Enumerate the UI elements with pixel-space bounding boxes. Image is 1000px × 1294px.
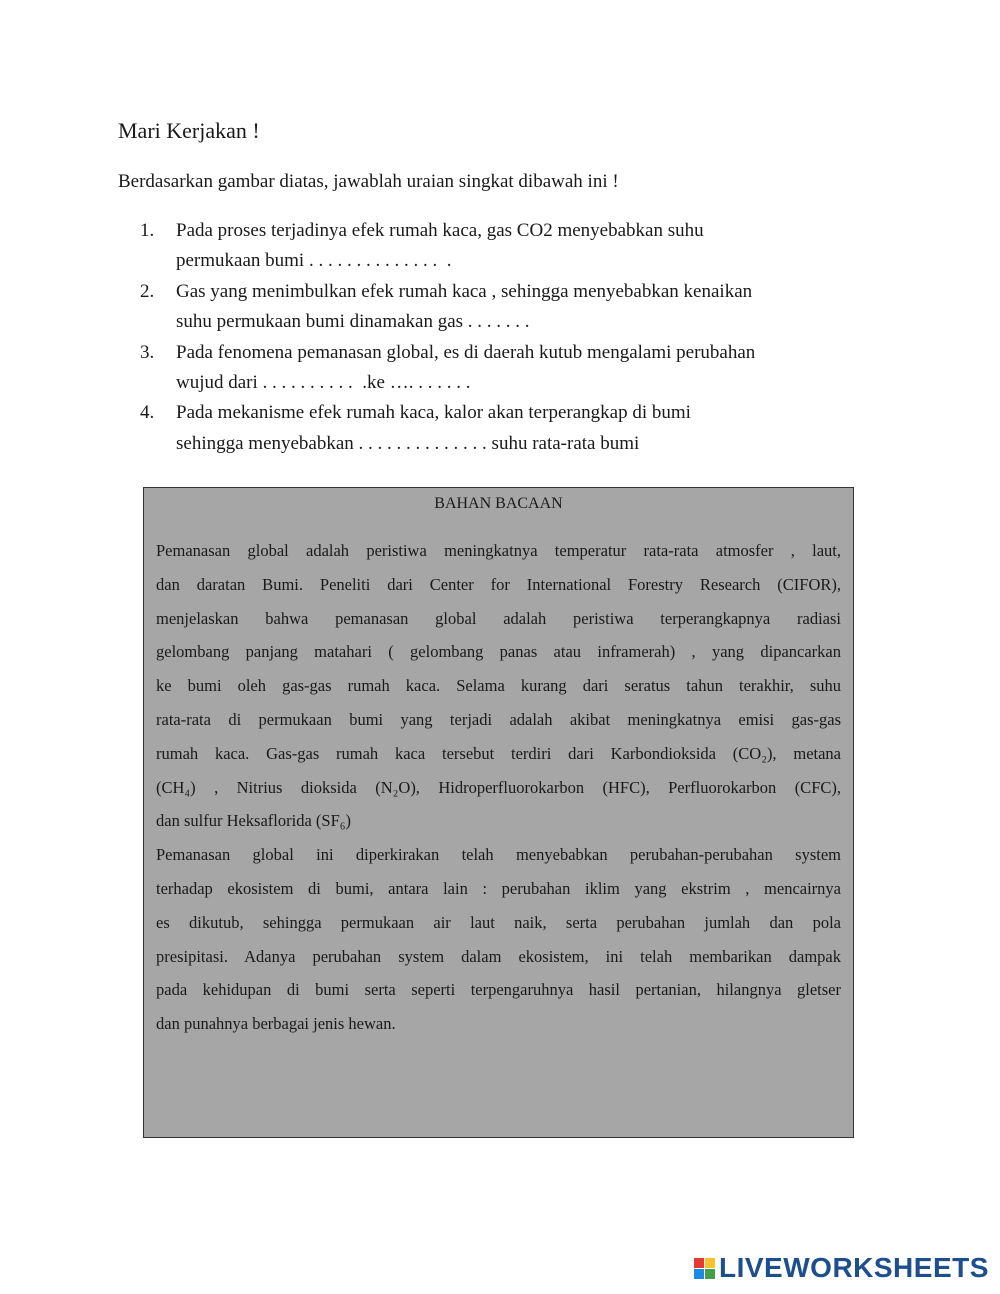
- reading-text: [156, 534, 841, 1041]
- question-number: 3.: [140, 341, 155, 363]
- question-list: [140, 216, 890, 459]
- reading-line: (CH₄) , Nitrius dioksida (N₂O), Hidroperfluorokarbon (HFC), Perfluorokarbon (CFC),: [156, 777, 841, 797]
- reading-line: pada kehidupan di bumi serta seperti terpengaruhnya hasil pertanian, hilangnya gletser: [156, 980, 841, 1000]
- question-item: [140, 338, 890, 399]
- reading-line: rata-rata di permukaan bumi yang terjadi adalah akibat meningkatnya emisi gas-gas: [156, 709, 841, 729]
- liveworksheets-logo[interactable]: [694, 1252, 989, 1284]
- page-heading: Mari Kerjakan !: [118, 118, 260, 143]
- question-item: [140, 398, 890, 459]
- question-text: suhu permukaan bumi dinamakan gas . . . . . . .: [176, 311, 530, 333]
- reading-line: menjelaskan bahwa pemanasan global adalah peristiwa terperangkapnya radiasi: [156, 608, 841, 628]
- question-text: Gas yang menimbulkan efek rumah kaca , sehingga menyebabkan kenaikan: [176, 280, 753, 302]
- logo-text: LIVEWORKSHEETS: [719, 1252, 989, 1283]
- reading-line: rumah kaca. Gas-gas rumah kaca tersebut terdiri dari Karbondioksida (CO₂), metana: [156, 743, 841, 763]
- reading-title: BAHAN BACAAN: [434, 495, 563, 512]
- logo-square: [694, 1258, 704, 1268]
- logo-square: [705, 1258, 715, 1268]
- reading-line: presipitasi. Adanya perubahan system dalam ekosistem, ini telah membarikan dampak: [156, 946, 841, 966]
- question-text: permukaan bumi . . . . . . . . . . . . . . .: [176, 250, 452, 272]
- reading-line: Pemanasan global adalah peristiwa meningkatnya temperatur rata-rata atmosfer , laut,: [156, 541, 841, 560]
- reading-line: dan sulfur Heksaflorida (SF₆): [156, 811, 352, 831]
- question-text: Pada mekanisme efek rumah kaca, kalor akan terperangkap di bumi: [176, 402, 691, 424]
- logo-square: [694, 1269, 704, 1279]
- reading-box: [143, 487, 854, 1138]
- question-item: [140, 277, 890, 338]
- reading-line: dan punahnya berbagai jenis hewan.: [156, 1014, 396, 1034]
- reading-line: terhadap ekosistem di bumi, antara lain : perubahan iklim yang ekstrim , mencairnya: [156, 878, 841, 898]
- logo-icon: [694, 1258, 715, 1279]
- reading-line: dan daratan Bumi. Peneliti dari Center for International Forestry Research (CIFOR),: [156, 574, 841, 594]
- question-text: wujud dari . . . . . . . . . . .ke …. . . . . . .: [176, 372, 471, 394]
- question-text: sehingga menyebabkan . . . . . . . . . . . . . . suhu rata-rata bumi: [176, 432, 640, 454]
- reading-line: es dikutub, sehingga permukaan air laut naik, serta perubahan jumlah dan pola: [156, 912, 841, 932]
- reading-line: ke bumi oleh gas-gas rumah kaca. Selama kurang dari seratus tahun terakhir, suhu: [156, 676, 841, 696]
- logo-square: [705, 1269, 715, 1279]
- reading-line: Pemanasan global ini diperkirakan telah menyebabkan perubahan-perubahan system: [156, 845, 841, 865]
- question-number: 1.: [140, 220, 155, 241]
- question-number: 4.: [140, 402, 155, 424]
- instructions: Berdasarkan gambar diatas, jawablah uraian singkat dibawah ini !: [118, 171, 619, 192]
- question-number: 2.: [140, 280, 155, 302]
- question-text: Pada fenomena pemanasan global, es di daerah kutub mengalami perubahan: [176, 341, 756, 363]
- reading-line: gelombang panjang matahari ( gelombang panas atau inframerah) , yang dipancarkan: [156, 642, 841, 662]
- question-item: [140, 216, 890, 277]
- question-text: Pada proses terjadinya efek rumah kaca, gas CO2 menyebabkan suhu: [176, 220, 704, 241]
